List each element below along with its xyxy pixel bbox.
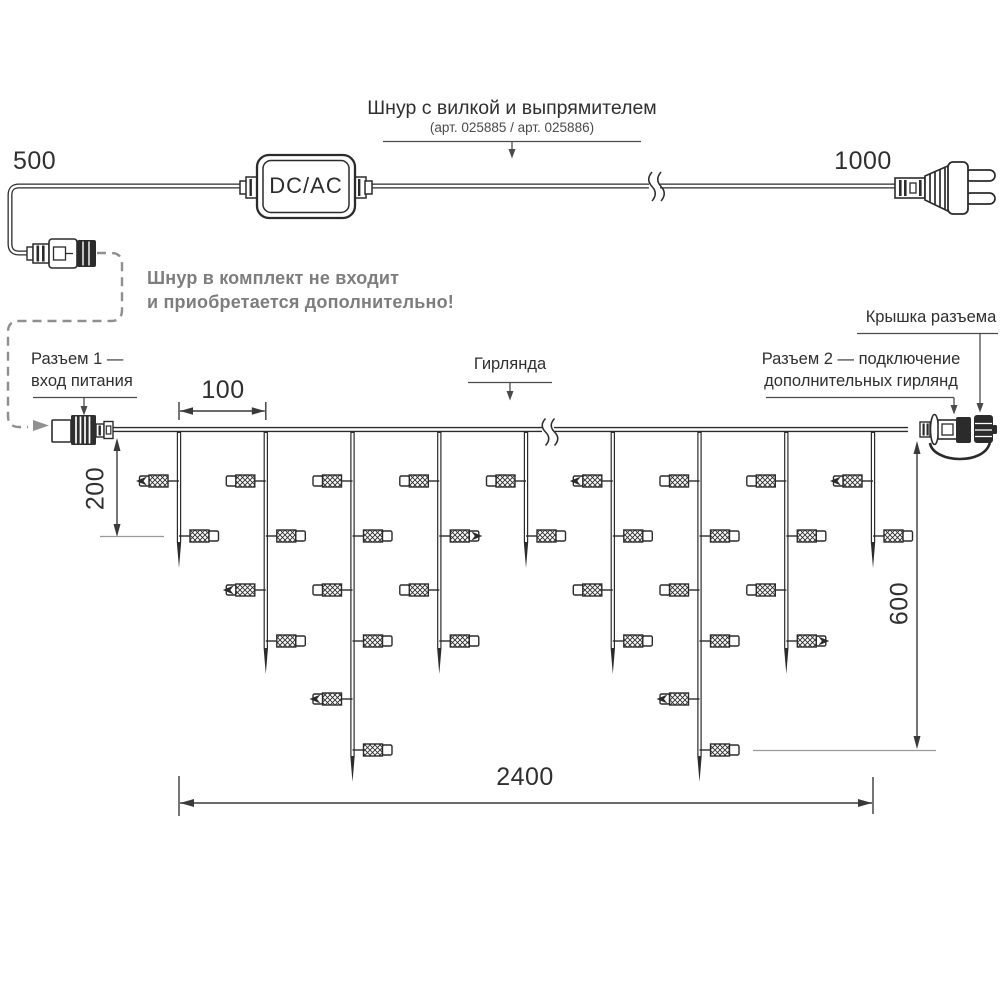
dim-500-label: 500 [13,147,57,175]
lamp-cap [730,636,740,646]
dim-100-label: 100 [201,376,245,404]
icicle-drop [747,431,830,674]
lamp-cap [313,476,323,486]
dashed-arrowhead [33,420,49,431]
led-lamp [226,475,265,487]
led-lamp [700,530,740,542]
led-lamp [700,635,740,647]
power-cord-cable [10,172,897,253]
drop-tip [697,756,701,782]
lamp-cap [573,585,583,595]
dashed-connection-path [8,253,122,431]
led-lamp [613,530,653,542]
connector1-leader [33,398,137,416]
dim-2400-label: 2400 [496,763,554,791]
led-lamp [266,635,306,647]
garland-break-symbol [542,419,558,446]
led-lamp [400,475,440,487]
connector-2 [920,415,997,460]
dcac-label: DC/AC [269,173,343,198]
cord-subtitle: (арт. 025885 / арт. 025886) [429,120,595,135]
drop-tip [437,648,441,674]
led-lamp [657,693,700,705]
cap-label: Крышка разъема [865,308,997,326]
led-lamp [830,475,873,487]
led-lamp [353,744,393,756]
lamp-cap [383,636,393,646]
garland-label-leader [468,383,552,401]
icicle-drop [400,431,483,674]
led-lamp [747,584,787,596]
cord-note-line1: Шнур в комплект не входит [147,268,400,288]
lamp-cap [313,585,323,595]
lamp-cap [209,531,219,541]
led-lamp [313,584,353,596]
led-lamp [439,635,479,647]
cord-title: Шнур с вилкой и выпрямителем [367,97,657,119]
led-lamp [613,635,653,647]
icicle-drop [657,431,740,782]
led-lamp [310,693,353,705]
dim-200-label: 200 [81,466,110,511]
connector-cap [974,415,997,443]
lamp-cap [556,531,566,541]
lamp-cap [903,531,913,541]
drop-tip [524,542,528,568]
drop-tip [611,648,615,674]
led-lamp [266,530,306,542]
led-lamp [136,475,179,487]
led-lamp [786,635,829,647]
dim-600-label: 600 [885,581,914,626]
led-lamp [400,584,440,596]
led-lamp [223,584,266,596]
connector1-label-line2: вход питания [31,372,133,390]
garland-label: Гирлянда [473,355,547,373]
lamp-cap [400,476,410,486]
cord-title-leader [383,142,641,159]
led-lamp [570,475,613,487]
led-lamp [353,635,393,647]
drop-tip [784,648,788,674]
lamp-cap [296,531,306,541]
drop-tip [871,542,875,568]
lamp-cap [643,531,653,541]
connector2-label-line2: дополнительных гирлянд [764,372,958,390]
power-plug [895,162,995,214]
led-lamp [313,475,353,487]
drop-tip [177,542,181,568]
led-lamp [660,584,700,596]
led-lamp [786,530,826,542]
lamp-cap [487,476,497,486]
led-lamp [873,530,913,542]
lamp-cap [400,585,410,595]
led-lamp [660,475,700,487]
lamp-cap [296,636,306,646]
cord-note-line2: и приобретается дополнительно! [147,292,454,312]
connector2-leader [766,398,958,415]
icicle-drop [830,431,913,568]
icicle-drop [570,431,653,674]
lamp-cap [383,531,393,541]
led-lamp [526,530,566,542]
led-lamp [747,475,787,487]
cap-tether-wire [930,442,990,459]
icicle-drops-layer [136,431,913,782]
lamp-cap [383,745,393,755]
led-lamp [439,530,482,542]
drop-tip [350,756,354,782]
dim-1000-label: 1000 [834,147,892,175]
lamp-cap [747,476,757,486]
lamp-cap [469,636,479,646]
led-lamp [353,530,393,542]
lamp-cap [226,476,236,486]
cord-connector [27,239,96,268]
icicle-drop [223,431,305,674]
connector-1 [52,415,113,445]
icicle-drop [310,431,393,782]
lamp-cap [730,531,740,541]
icicle-drop [136,431,219,568]
lamp-cap [747,585,757,595]
lamp-cap [643,636,653,646]
lamp-cap [816,531,826,541]
lamp-cap [730,745,740,755]
lamp-cap [660,476,670,486]
lamp-cap [660,585,670,595]
led-lamp [179,530,219,542]
led-lamp [573,584,613,596]
drop-tip [264,648,268,674]
icicle-drop [487,431,566,568]
led-lamp [700,744,740,756]
led-lamp [487,475,527,487]
connector1-label-line1: Разъем 1 — [31,350,124,368]
connector2-label-line1: Разъем 2 — подключение [761,350,961,368]
cord-break-symbol [649,172,665,201]
